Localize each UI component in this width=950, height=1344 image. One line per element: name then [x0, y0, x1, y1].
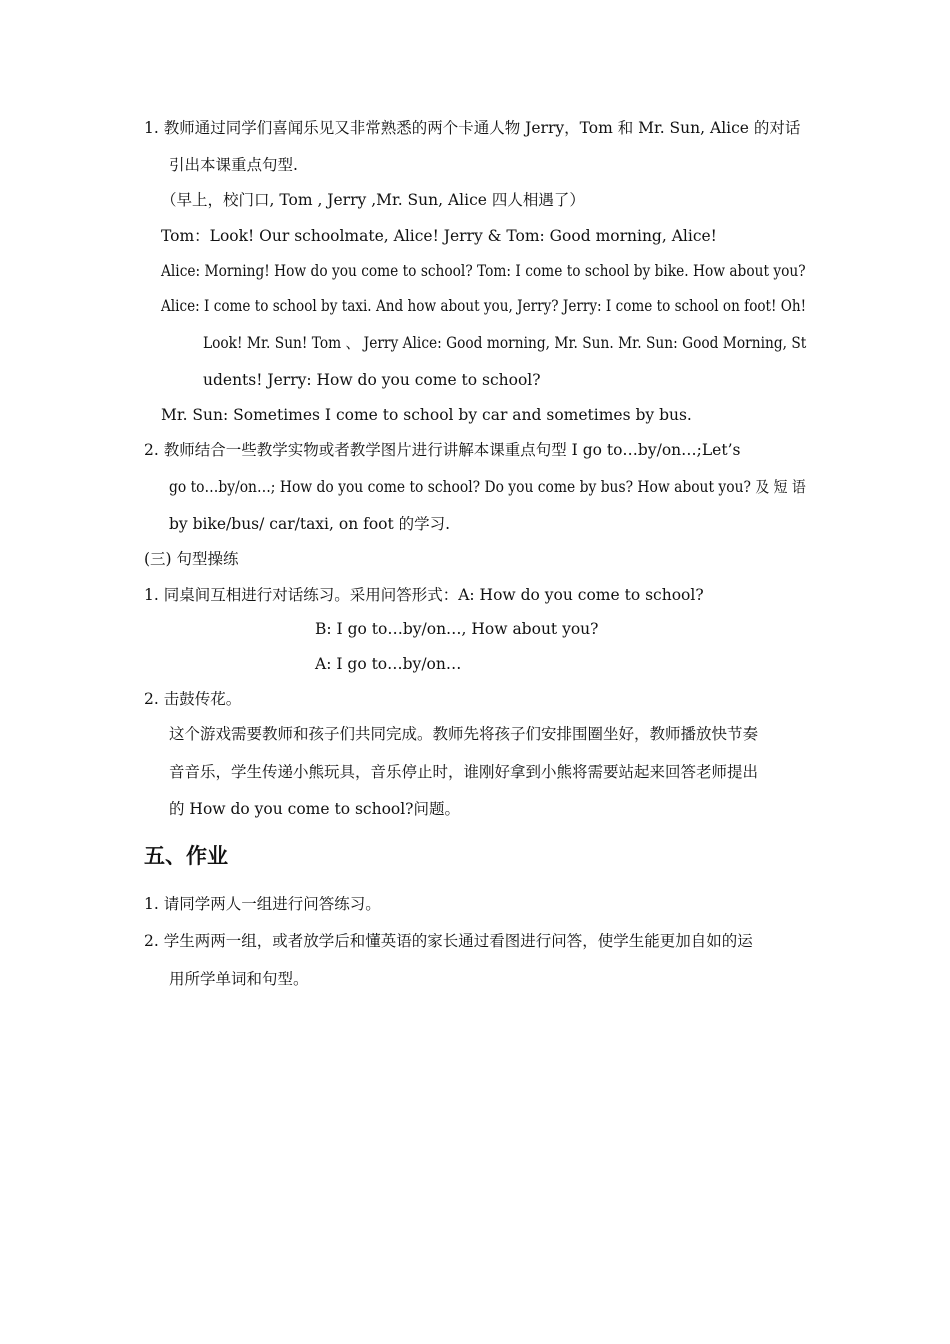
homework-item1: 1. 请同学两人一组进行问答练习。 — [144, 895, 381, 913]
drill-item1-line2: B: I go to…by/on…, How about you? — [315, 620, 599, 638]
item2-line3: by bike/bus/ car/taxi, on foot 的学习. — [169, 515, 451, 533]
dialog-line-4: Look! Mr. Sun! Tom 、 Jerry Alice: Good morning, Mr. Sun. Mr. Sun: Good Morning, St — [203, 334, 807, 352]
item1-line1: 1. 教师通过同学们喜闻乐见又非常熟悉的两个卡通人物 Jerry，Tom 和 Mr. Sun, Alice 的对话 — [144, 119, 801, 137]
drill-item1-line1: 1. 同桌间互相进行对话练习。采用问答形式：A: How do you come to school? — [144, 586, 704, 604]
dialog-line-2: Alice: Morning! How do you come to school? Tom: I come to school by bike. How about you? — [161, 262, 806, 280]
scene-description: （早上，校门口, Tom , Jerry ,Mr. Sun, Alice 四人相遇了） — [161, 191, 585, 209]
homework-item2-line1: 2. 学生两两一组，或者放学后和懂英语的家长通过看图进行问答，使学生能更加自如的运 — [144, 932, 753, 950]
drill-item2-line3: 的 How do you come to school?问题。 — [169, 800, 460, 818]
drill-item2-line2: 音音乐，学生传递小熊玩具，音乐停止时，谁刚好拿到小熊将需要站起来回答老师提出 — [169, 763, 759, 781]
drill-item1-line3: A: I go to…by/on… — [315, 655, 462, 673]
section3-title: (三) 句型操练 — [144, 550, 239, 568]
dialog-line-6: Mr. Sun: Sometimes I come to school by car and sometimes by bus. — [161, 406, 692, 424]
dialog-line-5: udents! Jerry: How do you come to school? — [203, 371, 541, 389]
item1-line2: 引出本课重点句型. — [169, 156, 298, 174]
item2-line2: go to…by/on…; How do you come to school? Do you come by bus? How about you? 及 短 语 — [169, 478, 806, 496]
section5-heading: 五、作业 — [144, 844, 228, 868]
drill-item2-line1: 这个游戏需要教师和孩子们共同完成。教师先将孩子们安排围圈坐好，教师播放快节奏 — [169, 725, 759, 743]
drill-item2-title: 2. 击鼓传花。 — [144, 690, 242, 708]
homework-item2-line2: 用所学单词和句型。 — [169, 970, 309, 988]
dialog-line-1: Tom：Look! Our schoolmate, Alice! Jerry & Tom: Good morning, Alice! — [161, 227, 717, 245]
dialog-line-3: Alice: I come to school by taxi. And how about you, Jerry? Jerry: I come to school on foot! Oh! — [161, 297, 807, 315]
item2-line1: 2. 教师结合一些教学实物或者教学图片进行讲解本课重点句型 I go to…by/on…;Let’s — [144, 441, 741, 459]
